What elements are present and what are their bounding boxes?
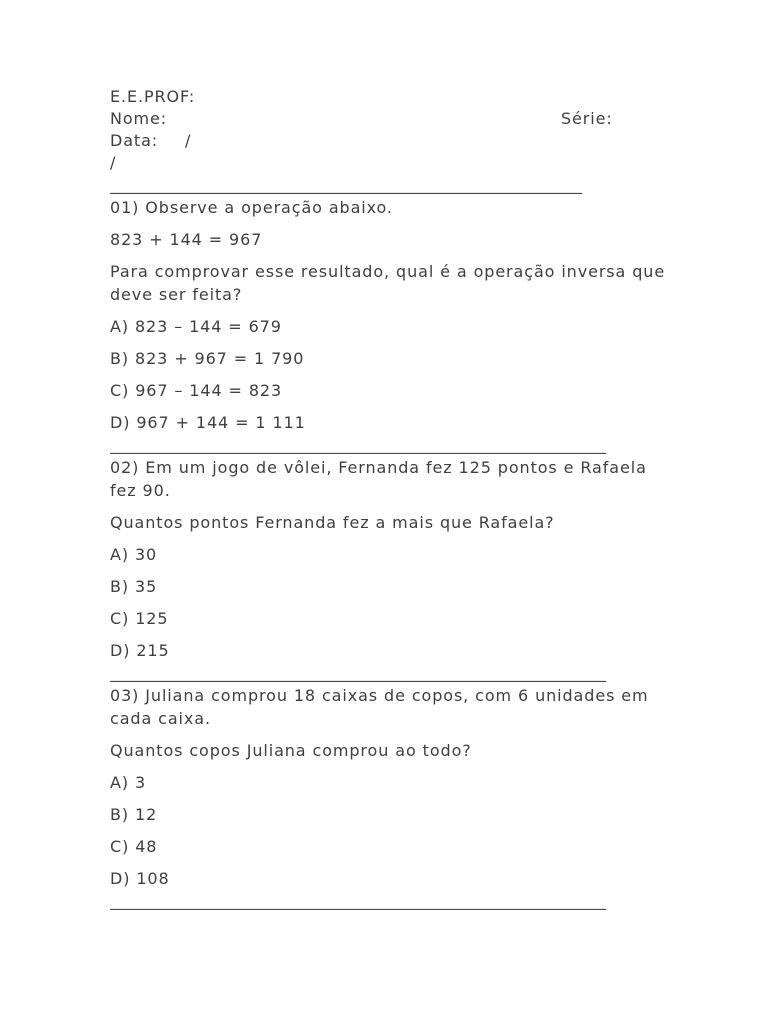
question-2-option-b: B) 35 — [110, 577, 158, 596]
question-3-prompt: Quantos copos Juliana comprou ao todo? — [110, 741, 472, 760]
question-1-option-c: C) 967 – 144 = 823 — [110, 381, 283, 400]
question-1-option-b: B) 823 + 967 = 1 790 — [110, 349, 305, 368]
question-2-option-c: C) 125 — [110, 609, 169, 628]
question-3 — [110, 684, 670, 890]
header-rule: ___________________________________________________________ — [110, 175, 582, 194]
date-label: Data: — [110, 131, 159, 150]
question-3-option-c: C) 48 — [110, 837, 158, 856]
question-3-option-a: A) 3 — [110, 773, 147, 792]
question-2-prompt: Quantos pontos Fernanda fez a mais que Rafaela? — [110, 513, 555, 532]
school-line — [110, 86, 670, 108]
separator-3: ______________________________________________________________ — [110, 891, 606, 910]
date-line-continued — [110, 152, 670, 174]
date-line — [110, 130, 670, 152]
question-1 — [110, 196, 670, 434]
question-1-option-d: D) 967 + 144 = 1 111 — [110, 413, 306, 432]
question-2-option-a: A) 30 — [110, 545, 158, 564]
question-2-title: 02) Em um jogo de vôlei, Fernanda fez 125 pontos e Rafaela fez 90. — [110, 458, 647, 500]
question-2-option-d: D) 215 — [110, 641, 170, 660]
question-3-title: 03) Juliana comprou 18 caixas de copos, com 6 unidades em cada caixa. — [110, 686, 649, 728]
question-2 — [110, 456, 670, 662]
worksheet — [110, 86, 670, 912]
school-label: E.E.PROF: — [110, 87, 196, 106]
name-line — [110, 108, 670, 130]
question-3-option-d: D) 108 — [110, 869, 170, 888]
question-3-option-b: B) 12 — [110, 805, 158, 824]
question-1-prompt: Para comprovar esse resultado, qual é a operação inversa que deve ser feita? — [110, 262, 666, 304]
separator-2: ______________________________________________________________ — [110, 663, 606, 682]
question-1-statement: 823 + 144 = 967 — [110, 230, 263, 249]
question-1-option-a: A) 823 – 144 = 679 — [110, 317, 282, 336]
question-1-title: 01) Observe a operação abaixo. — [110, 198, 393, 217]
grade-label: Série: — [561, 109, 613, 128]
date-slash-first: / — [185, 131, 192, 150]
date-slash-second: / — [110, 153, 117, 172]
separator-1: ______________________________________________________________ — [110, 435, 606, 454]
name-label: Nome: — [110, 109, 168, 128]
